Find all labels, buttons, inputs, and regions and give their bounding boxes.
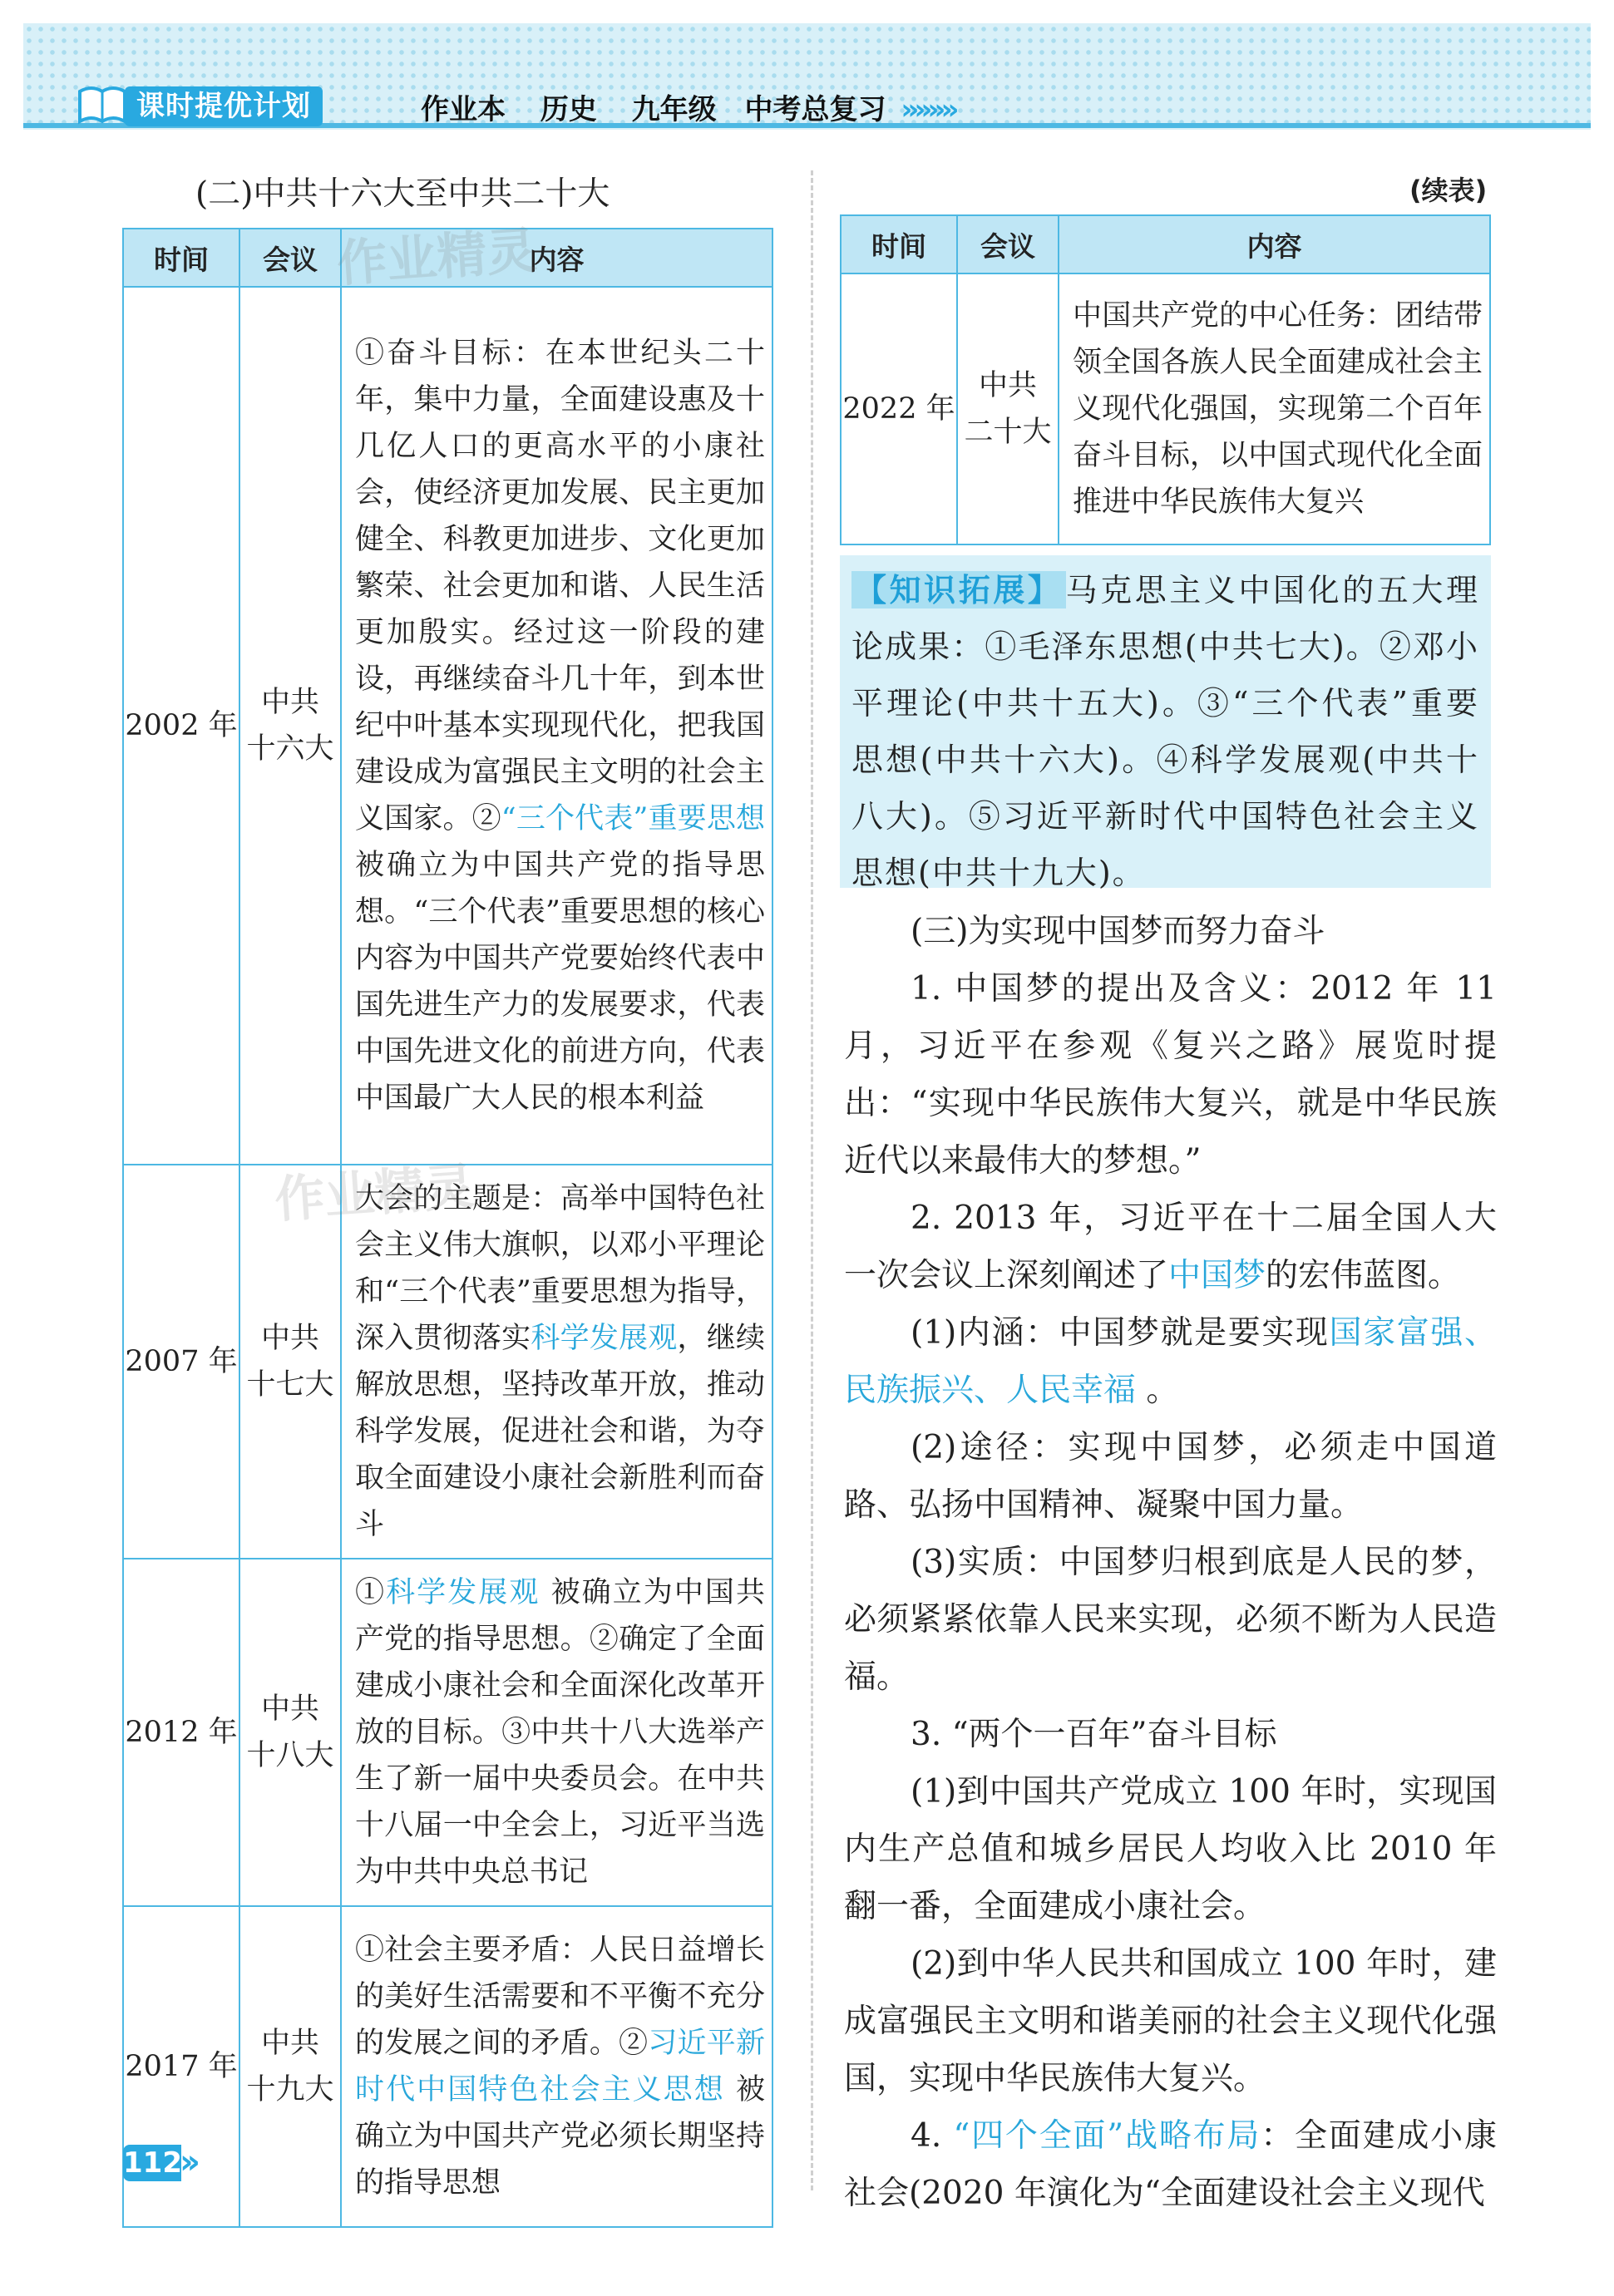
book-icon xyxy=(77,80,128,126)
subject: 历史 xyxy=(540,93,597,126)
paragraph: 1. 中国梦的提出及含义：2012 年 11 月，习近平在参观《复兴之路》展览时提出：“实现中华民族伟大复兴，就是中华民族近代以来最伟大的梦想。” xyxy=(844,970,1497,1180)
col-content: 内容 xyxy=(341,229,772,287)
table-row xyxy=(123,1906,772,2227)
row-year: 2017 年 xyxy=(123,1906,239,2227)
row-content: ①奋斗目标：在本世纪头二十年，集中力量，全面建设惠及十几亿人口的更高水平的小康社会，使经济更加发展、民主更加健全、科教更加进步、文化更加繁荣、社会更加和谐、人民生活更加殷实。经过这一阶段的建设，再继续奋斗几十年，到本世纪中叶基本实现现代化，把我国建设成为富强民主文明的社会主义国家。②“三个代表”重要思想 被确立为中国共产党的指导思想。“三个代表”重要思想的核心内容为中国共产党要始终代表中国先进生产力的发展要求，代表中国先进文化的前进方向，代表中国最广大人民的根本利益 xyxy=(341,287,772,1165)
table-row xyxy=(123,1559,772,1906)
table-row xyxy=(123,1165,772,1559)
row-meeting: 中共 二十大 xyxy=(957,273,1059,544)
table-row xyxy=(841,273,1490,544)
table-row xyxy=(123,287,772,1165)
key-term: 科学发展观 xyxy=(386,1576,540,1609)
dream-section xyxy=(844,903,1497,2222)
watermark: 作业精灵 xyxy=(335,221,539,294)
grade: 九年级 xyxy=(631,93,717,126)
paragraph: (1)内涵：中国梦就是要实现国家富强、民族振兴、人民幸福 。 xyxy=(844,1314,1497,1409)
extension-tag: 【知识拓展】 xyxy=(851,571,1066,608)
watermark: 作业精灵 xyxy=(273,1157,476,1230)
column-divider xyxy=(811,170,813,2190)
row-content: ①社会主要矛盾：人民日益增长的美好生活需要和不平衡不充分的发展之间的矛盾。②习近平新时代中国特色社会主义思想 被确立为中国共产党必须长期坚持的指导思想 xyxy=(341,1906,772,2227)
sub-title: (三)为实现中国梦而努力奋斗 xyxy=(911,913,1325,950)
paragraph: (3)实质：中国梦归根到底是人民的梦，必须紧紧依靠人民来实现，必须不断为人民造福。 xyxy=(844,1544,1497,1696)
row-meeting: 中共 十六大 xyxy=(239,287,341,1165)
continued-label: (续表) xyxy=(1409,175,1488,206)
row-content: 中国共产党的中心任务：团结带领全国各族人民全面建成社会主义现代化强国，实现第二个百年奋斗目标，以中国式现代化全面推进中华民族伟大复兴 xyxy=(1059,273,1490,544)
chevron-icon: ›››››››› xyxy=(901,93,955,126)
paragraph: 4. “四个全面”战略布局：全面建成小康社会(2020 年演化为“全面建设社会主义现代 xyxy=(844,2117,1497,2212)
col-time: 时间 xyxy=(123,229,239,287)
col-meeting: 会议 xyxy=(957,215,1059,273)
row-meeting: 中共 十七大 xyxy=(239,1165,341,1559)
chevron-icon: ›› xyxy=(180,2143,194,2181)
row-meeting: 中共 十九大 xyxy=(239,1906,341,2227)
series: 中考总复习 xyxy=(744,93,886,126)
page-number: 112 xyxy=(123,2146,182,2180)
col-content: 内容 xyxy=(1059,215,1490,273)
key-term: 科学发展观 xyxy=(531,1322,678,1355)
row-year: 2007 年 xyxy=(123,1165,239,1559)
col-time: 时间 xyxy=(841,215,957,273)
congress-table-left xyxy=(122,228,773,2228)
extension-text: 马克思主义中国化的五大理论成果：①毛泽东思想(中共七大)。②邓小平理论(中共十五大)。③“三个代表”重要思想(中共十六大)。④科学发展观(中共十八大)。⑤习近平新时代中国特色社会主义思想(中共十九大)。 xyxy=(851,572,1479,891)
row-year: 2022 年 xyxy=(841,273,957,544)
key-term: 习近平新时代中国特色社会主义思想 xyxy=(355,2027,765,2106)
paragraph: 2. 2013 年，习近平在十二届全国人大一次会议上深刻阐述了中国梦的宏伟蓝图。 xyxy=(844,1200,1497,1294)
col-meeting: 会议 xyxy=(239,229,341,287)
paragraph: 3. “两个一百年”奋斗目标 xyxy=(911,1716,1277,1753)
paragraph: (1)到中国共产党成立 100 年时，实现国内生产总值和城乡居民人均收入比 2010 年翻一番，全面建成小康社会。 xyxy=(844,1773,1497,1925)
header-info xyxy=(421,86,979,126)
row-meeting: 中共 十八大 xyxy=(239,1559,341,1906)
paragraph: (2)到中华人民共和国成立 100 年时，建成富强民主文明和谐美丽的社会主义现代化强国，实现中华民族伟大复兴。 xyxy=(844,1945,1497,2097)
key-term: 中国梦 xyxy=(1168,1257,1266,1294)
book-type: 作业本 xyxy=(421,93,506,126)
row-content: ①科学发展观 被确立为中国共产党的指导思想。②确定了全面建成小康社会和全面深化改革开放的目标。③中共十八大选举产生了新一届中央委员会。在中共十八届一中全会上，习近平当选为中共中央总书记 xyxy=(341,1559,772,1906)
row-content: 大会的主题是：高举中国特色社会主义伟大旗帜，以邓小平理论和“三个代表”重要思想为指导，深入贯彻落实科学发展观，继续解放思想，坚持改革开放，推动科学发展，促进社会和谐，为夺取全面建设小康社会新胜利而奋斗 xyxy=(341,1165,772,1559)
table-header-row xyxy=(841,215,1490,273)
paragraph: (2)途径：实现中国梦，必须走中国道路、弘扬中国精神、凝聚中国力量。 xyxy=(844,1429,1497,1524)
knowledge-extension xyxy=(840,555,1491,891)
section-title: (二)中共十六大至中共二十大 xyxy=(195,175,610,213)
brand-badge: 课时提优计划 xyxy=(125,86,323,126)
key-term: “三个代表”重要思想 xyxy=(501,802,765,835)
key-term: 国家富强、民族振兴、人民幸福 xyxy=(844,1314,1497,1409)
congress-table-right xyxy=(840,214,1491,545)
row-year: 2002 年 xyxy=(123,287,239,1165)
key-term: “四个全面”战略布局 xyxy=(953,2117,1261,2155)
row-year: 2012 年 xyxy=(123,1559,239,1906)
